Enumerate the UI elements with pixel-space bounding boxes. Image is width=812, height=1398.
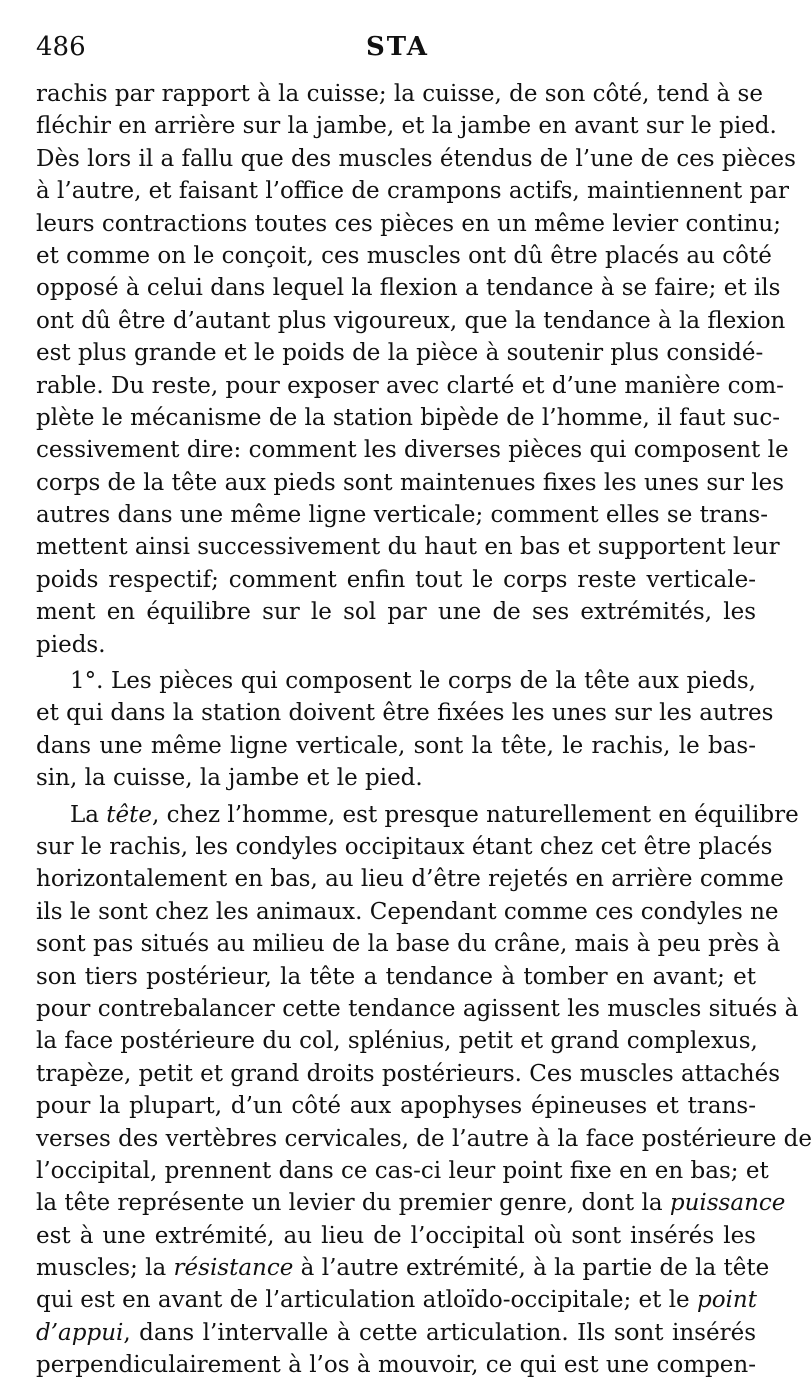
running-title: STA <box>366 32 429 62</box>
text-line: est plus grande et le poids de la pièce à soutenir plus considé- <box>36 340 764 367</box>
text-line: fléchir en arrière sur la jambe, et la jambe en avant sur le pied. <box>36 113 777 140</box>
text-line: horizontalement en bas, au lieu d’être rejetés en arrière comme <box>36 866 784 893</box>
text-line: à l’autre, et faisant l’office de crampons actifs, maintiennent par <box>36 178 789 205</box>
text-line: perpendiculairement à l’os à mouvoir, ce qui est une compen- <box>36 1352 756 1379</box>
text-line: pour la plupart, d’un côté aux apophyses épineuses et trans- <box>36 1093 756 1120</box>
text-line: autres dans une même ligne verticale; comment elles se trans- <box>36 502 768 529</box>
running-head <box>36 32 756 72</box>
text-line: 1°. Les pièces qui composent le corps de la tête aux pieds, <box>70 668 756 695</box>
text-line: opposé à celui dans lequel la flexion a tendance à se faire; et ils <box>36 275 781 302</box>
text-line: l’occipital, prennent dans ce cas-ci leur point fixe en en bas; et <box>36 1157 769 1184</box>
text-line: trapèze, petit et grand droits postérieurs. Ces muscles attachés <box>36 1060 780 1087</box>
text-line: dans une même ligne verticale, sont la tête, le rachis, le bas- <box>36 732 756 759</box>
text-line: et qui dans la station doivent être fixées les unes sur les autres <box>36 700 774 727</box>
text-line: mettent ainsi successivement du haut en bas et supportent leur <box>36 534 780 561</box>
text-line: verses des vertèbres cervicales, de l’autre à la face postérieure de <box>36 1125 812 1152</box>
paragraph-1 <box>36 78 796 661</box>
text-line: qui est en avant de l’articulation atloïdo-occipitale; et le point <box>36 1287 757 1314</box>
text-line: sur le rachis, les condyles occipitaux étant chez cet être placés <box>36 833 773 860</box>
text-line: poids respectif; comment enfin tout le corps reste verticale- <box>36 566 756 593</box>
text-line: ment en équilibre sur le sol par une de ses extrémités, les <box>36 599 756 626</box>
text-line: plète le mécanisme de la station bipède de l’homme, il faut suc- <box>36 404 780 431</box>
text-line: ont dû être d’autant plus vigoureux, que la tendance à la flexion <box>36 307 786 334</box>
text-line: la tête représente un levier du premier genre, dont la puissance <box>36 1190 786 1217</box>
paragraph-2 <box>36 665 774 795</box>
text-line: La tête, chez l’homme, est presque naturellement en équilibre <box>70 801 799 828</box>
text-line: muscles; la résistance à l’autre extrémité, à la partie de la tête <box>36 1255 770 1282</box>
page-number: 486 <box>36 32 86 62</box>
text-line: rable. Du reste, pour exposer avec clarté et d’une manière com- <box>36 372 784 399</box>
text-line: Dès lors il a fallu que des muscles étendus de l’une de ces pièces <box>36 145 796 172</box>
paragraph-3 <box>36 799 812 1382</box>
text-line: ils le sont chez les animaux. Cependant comme ces condyles ne <box>36 898 779 925</box>
body-text <box>36 78 812 1382</box>
text-line: la face postérieure du col, splénius, petit et grand complexus, <box>36 1028 758 1055</box>
text-line: leurs contractions toutes ces pièces en un même levier continu; <box>36 210 781 237</box>
text-line: pieds. <box>36 631 106 658</box>
text-line: d’appui, dans l’intervalle à cette articulation. Ils sont insérés <box>36 1319 756 1346</box>
text-line: rachis par rapport à la cuisse; la cuisse, de son côté, tend à se <box>36 81 763 107</box>
text-line: est à une extrémité, au lieu de l’occipital où sont insérés les <box>36 1222 756 1249</box>
text-line: sont pas situés au milieu de la base du crâne, mais à peu près à <box>36 931 781 958</box>
text-line: corps de la tête aux pieds sont maintenues fixes les unes sur les <box>36 469 785 496</box>
text-line: son tiers postérieur, la tête a tendance à tomber en avant; et <box>36 963 756 990</box>
text-line: cessivement dire: comment les diverses pièces qui composent le <box>36 437 789 464</box>
text-line: sin, la cuisse, la jambe et le pied. <box>36 765 423 792</box>
text-line: et comme on le conçoit, ces muscles ont dû être placés au côté <box>36 242 772 269</box>
text-line: pour contrebalancer cette tendance agissent les muscles situés à <box>36 995 799 1022</box>
